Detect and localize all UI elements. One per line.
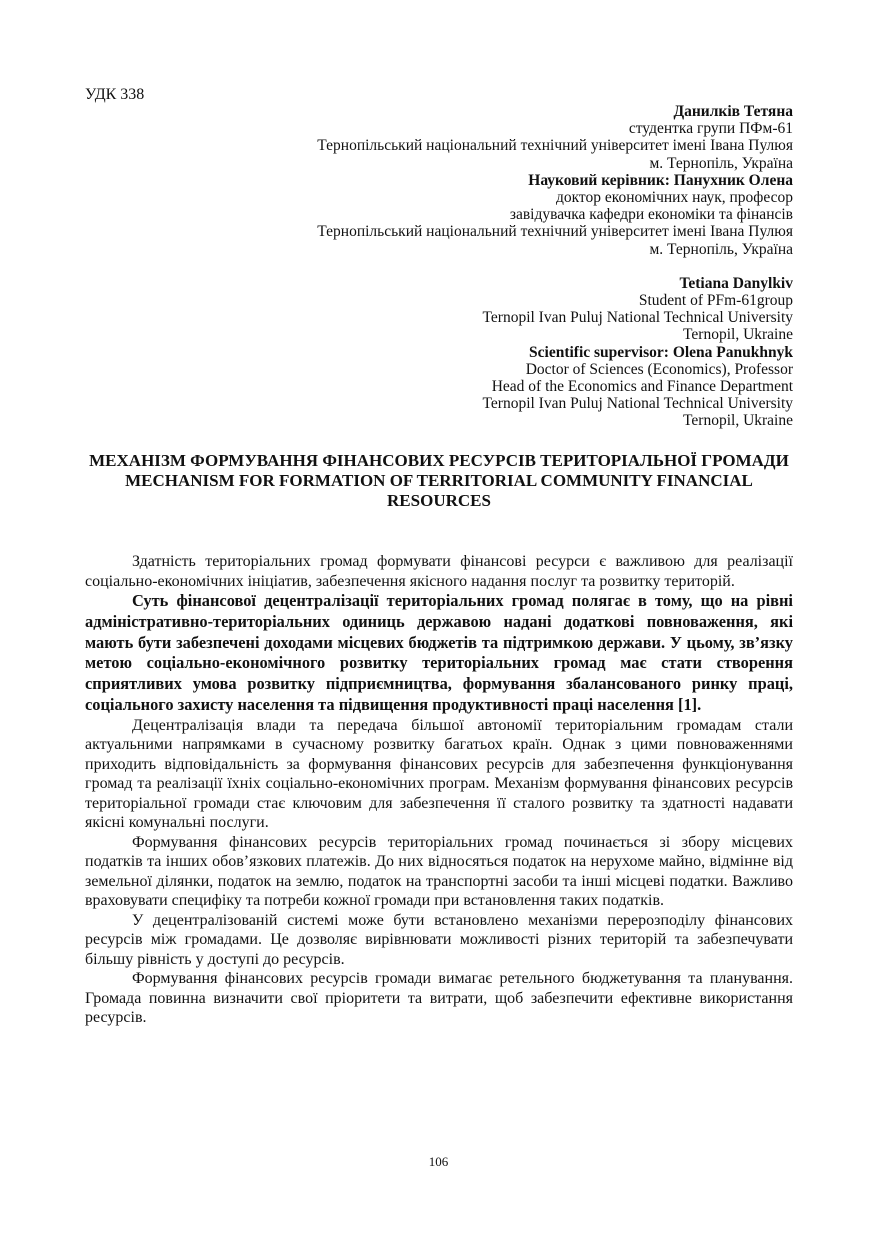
author-line: м. Тернопіль, Україна [649, 154, 793, 172]
udk-code: УДК 338 [85, 86, 145, 103]
paragraph: Децентралізація влади та передача більшої автономії територіальним громадам стали актуальними напрямками в сучасному розвитку багатьох країн. Однак з цими повноваженнями приходить відповідальність за формування фінансових ресурсів для забезпечення функціонування громад та реалізації їхніх соціально-економічних програм. Механізм формування фінансових ресурсів територіальної громади стає ключовим для забезпечення її сталого розвитку та здатності надавати якісні комунальні послуги. [85, 716, 793, 832]
author-line: студентка групи ПФм-61 [628, 120, 793, 138]
author-line: Тернопільський національний технічний університет імені Івана Пулюя [317, 223, 793, 241]
author-line: Ternopil, Ukraine [683, 412, 793, 430]
paragraph: Формування фінансових ресурсів територіальних громад починається зі збору місцевих податків та інших обов’язкових платежів. До них відносяться податок на нерухоме майно, відмінне від земельної ділянки, податок на землю, податок на транспортні засоби та інші місцеві податки. Важливо враховувати специфіку та потреби кожної громади при встановлення таких податків. [85, 833, 793, 910]
author-line: завідувачка кафедри економіки та фінансів [509, 206, 793, 224]
author-line: Науковий керівник: Панухник Олена [528, 171, 793, 189]
author-line: Doctor of Sciences (Economics), Professor [525, 360, 793, 378]
author-line: Student of PFm-61group [638, 292, 793, 310]
author-block [317, 103, 793, 430]
author-line: доктор економічних наук, професор [555, 188, 793, 206]
author-line: Scientific supervisor: Olena Panukhnyk [529, 343, 793, 361]
title-ukrainian: МЕХАНІЗМ ФОРМУВАННЯ ФІНАНСОВИХ РЕСУРСІВ ТЕРИТОРІАЛЬНОЇ ГРОМАДИ [89, 451, 789, 470]
paper-title [85, 451, 793, 511]
paragraph: У децентралізованій системі може бути встановлено механізми перерозподілу фінансових ресурсів між громадами. Це дозволяє вирівнювати можливості різних територій та забезпечувати більшу рівність у доступі до ресурсів. [85, 911, 793, 968]
title-english: MECHANISM FOR FORMATION OF TERRITORIAL COMMUNITY FINANCIAL RESOURCES [125, 471, 753, 510]
paragraph: Формування фінансових ресурсів громади вимагає ретельного бюджетування та планування. Громада повинна визначити свої пріоритети та витрати, щоб забезпечити ефективне використання ресурсів. [85, 970, 793, 1027]
paragraph: Здатність територіальних громад формувати фінансові ресурси є важливою для реалізації соціально-економічних ініціатив, забезпечення якісного надання послуг та розвитку територій. [85, 553, 793, 590]
author-line: Ternopil Ivan Puluj National Technical University [482, 395, 793, 413]
author-line: Tetiana Danylkiv [679, 274, 793, 292]
author-line: Данилків Тетяна [673, 103, 793, 120]
author-line: Ternopil, Ukraine [683, 326, 793, 344]
author-line: м. Тернопіль, Україна [649, 240, 793, 258]
author-line: Head of the Economics and Finance Department [491, 378, 793, 395]
page-number: 106 [428, 1154, 449, 1169]
paragraph: Суть фінансової децентралізації територіальних громад полягає в тому, що на рівні адміністративно-територіальних одиниць державою надані додаткові повноваження, які мають бути забезпечені доходами місцевих бюджетів та підтримкою держави. У цьому, зв’язку метою соціально-економічного розвитку територіальних громад має стати створення сприятливих умова розвитку підприємництва, формування збалансованого ринку праці, соціального захисту населення та підвищення продуктивності праці населення [1]. [85, 591, 793, 714]
body-text [85, 552, 793, 1028]
author-line: Ternopil Ivan Puluj National Technical University [482, 309, 793, 327]
author-line: Тернопільський національний технічний університет імені Івана Пулюя [317, 137, 793, 155]
